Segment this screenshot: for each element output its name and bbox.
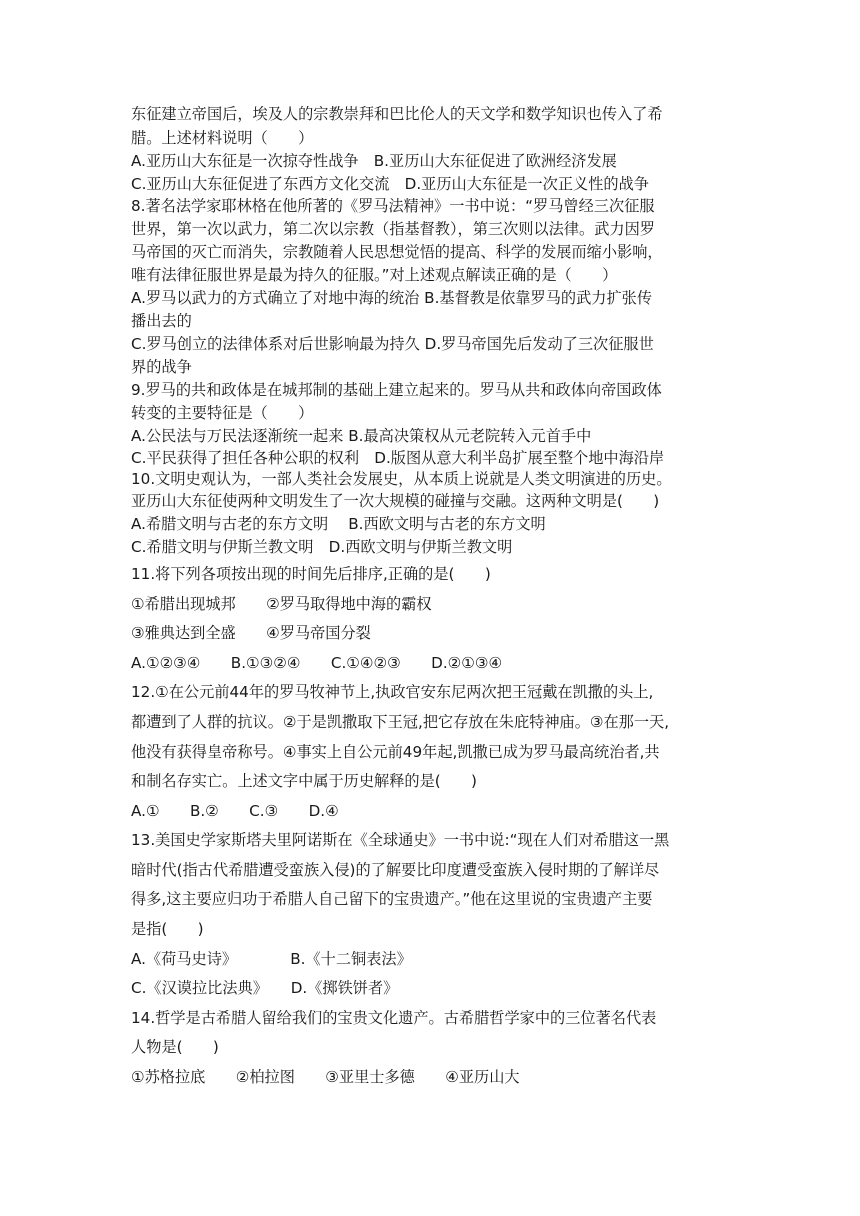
option-line: A.希腊文明与古老的东方文明 B.西欧文明与古老的东方文明 [131, 515, 546, 533]
question-13: 13.美国史学家斯塔夫里阿诺斯在《全球通史》一书中说:“现在人们对希腊这一黑 [131, 831, 670, 849]
option-line: C.平民获得了担任各种公职的权利 D.版图从意大利半岛扩展至整个地中海沿岸 [131, 449, 665, 467]
text-line: 亚历山大东征使两种文明发生了一次大规模的碰撞与交融。这两种文明是( ) [131, 492, 660, 510]
option-line: C.《汉谟拉比法典》 D.《掷铁饼者》 [131, 979, 399, 997]
option-line: A.罗马以武力的方式确立了对地中海的统治 B.基督教是依靠罗马的武力扩张传 [131, 289, 653, 307]
item-line: ①希腊出现城邦 ②罗马取得地中海的霸权 [131, 595, 432, 613]
text-line: 得多,这主要应归功于希腊人自己留下的宝贵遗产。”他在这里说的宝贵遗产主要 [131, 890, 653, 908]
text-line: 都遭到了人群的抗议。②于是凯撒取下王冠,把它存放在朱庇特神庙。③在那一天, [131, 713, 670, 731]
text-line: 世界，第一次以武力，第二次以宗教（指基督教），第三次则以法律。武力因罗 [131, 220, 655, 238]
option-line: A.公民法与万民法逐渐统一起来 B.最高决策权从元老院转入元首手中 [131, 427, 592, 445]
text-line: 是指( ) [131, 920, 204, 938]
question-12: 12.①在公元前44年的罗马牧神节上,执政官安东尼两次把王冠戴在凯撒的头上, [131, 683, 654, 701]
text-line: 他没有获得皇帝称号。④事实上自公元前49年起,凯撒已成为罗马最高统治者,共 [131, 743, 660, 761]
text-line: 暗时代(指古代希腊遭受蛮族入侵)的了解要比印度遭受蛮族入侵时期的了解详尽 [131, 861, 660, 879]
option-line: C.希腊文明与伊斯兰教文明 D.西欧文明与伊斯兰教文明 [131, 538, 513, 556]
option-line: A.① B.② C.③ D.④ [131, 802, 339, 820]
question-14: 14.哲学是古希腊人留给我们的宝贵文化遗产。古希腊哲学家中的三位著名代表 [131, 1009, 657, 1027]
option-line: C.罗马创立的法律体系对后世影响最为持久 D.罗马帝国先后发动了三次征服世 [131, 335, 654, 353]
item-line: ①苏格拉底 ②柏拉图 ③亚里士多德 ④亚历山大 [131, 1068, 520, 1086]
question-9: 9.罗马的共和政体是在城邦制的基础上建立起来的。罗马从共和政体向帝国政体 [131, 381, 662, 399]
text-line: 腊。上述材料说明（ ） [131, 129, 314, 147]
option-line: C.亚历山大东征促进了东西方文化交流 D.亚历山大东征是一次正义性的战争 [131, 175, 649, 193]
text-line: 马帝国的灭亡而消失，宗教随着人民思想觉悟的提高、科学的发展而缩小影响， [131, 243, 663, 261]
item-line: ③雅典达到全盛 ④罗马帝国分裂 [131, 624, 371, 642]
option-line: 界的战争 [131, 358, 192, 376]
text-line: 唯有法律征服世界是最为持久的征服。”对上述观点解读正确的是（ ） [131, 266, 618, 284]
option-line: A.《荷马史诗》 B.《十二铜表法》 [131, 950, 412, 968]
question-10: 10.文明史观认为，一部人类社会发展史，从本质上说就是人类文明演进的历史。 [131, 470, 672, 488]
question-11: 11.将下列各项按出现的时间先后排序,正确的是( ) [131, 565, 491, 583]
option-line: A.①②③④ B.①③②④ C.①④②③ D.②①③④ [131, 654, 503, 672]
text-line: 东征建立帝国后，埃及人的宗教崇拜和巴比伦人的天文学和数学知识也传入了希 [131, 105, 663, 123]
text-line: 和制名存实亡。上述文字中属于历史解释的是( ) [131, 772, 477, 790]
text-line: 转变的主要特征是（ ） [131, 404, 314, 422]
question-8: 8.著名法学家耶林格在他所著的《罗马法精神》一书中说：“罗马曾经三次征服 [131, 197, 655, 215]
text-line: 人物是( ) [131, 1038, 219, 1056]
option-line: A.亚历山大东征是一次掠夺性战争 B.亚历山大东征促进了欧洲经济发展 [131, 152, 617, 170]
option-line: 播出去的 [131, 312, 192, 330]
